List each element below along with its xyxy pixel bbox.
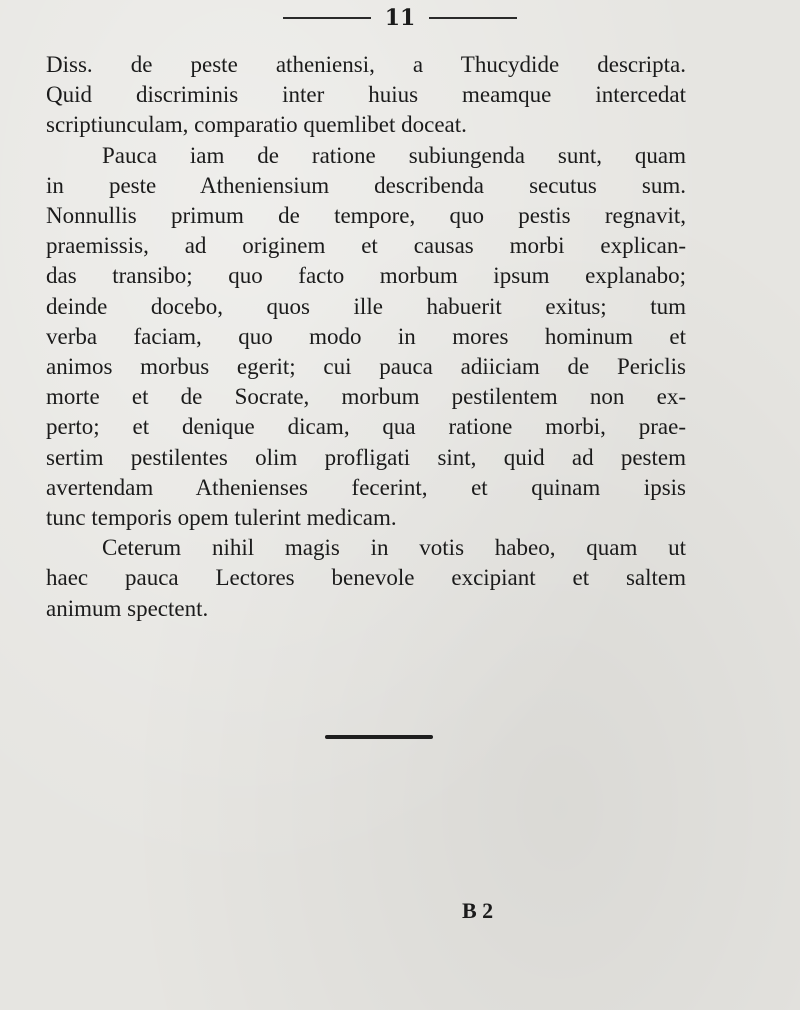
text-line: Nonnullis primum de tempore, quo pestis regnavit,	[46, 203, 686, 229]
body-text	[46, 50, 686, 624]
text-line: praemissis, ad originem et causas morbi explican-	[46, 233, 686, 259]
text-line: verba faciam, quo modo in mores hominum et	[46, 323, 686, 349]
text-line: avertendam Athenienses fecerint, et quinam ipsis	[46, 474, 686, 500]
text-line: Diss. de peste atheniensi, a Thucydide descripta.	[46, 52, 686, 77]
text-line: sertim pestilentes olim profligati sint, quid ad pestem	[46, 444, 686, 470]
text-line: haec pauca Lectores benevole excipiant et saltem	[46, 565, 686, 591]
text-line: animos morbus egerit; cui pauca adiiciam de Periclis	[46, 354, 686, 380]
text-line: Quid discriminis inter huius meamque intercedat	[46, 82, 686, 108]
text-line: Pauca iam de ratione subiungenda sunt, quam	[102, 142, 686, 168]
signature-mark: B 2	[462, 898, 494, 923]
text-line: perto; et denique dicam, qua ratione morbi, prae-	[46, 414, 686, 440]
text-line: in peste Atheniensium describenda secutus sum.	[46, 172, 686, 198]
text-line: scriptiunculam, comparatio quemlibet doceat.	[46, 112, 467, 138]
text-line: animum spectent.	[46, 595, 209, 621]
text-line: das transibo; quo facto morbum ipsum explanabo;	[46, 263, 686, 289]
paragraph-2	[46, 141, 686, 534]
page-number: 11	[384, 5, 416, 31]
text-line: morte et de Socrate, morbum pestilentem non ex-	[46, 384, 686, 410]
header-rule-right	[429, 17, 517, 19]
page-header	[0, 4, 800, 32]
text-line: tunc temporis opem tulerint medicam.	[46, 505, 397, 531]
section-divider	[325, 735, 433, 739]
text-line: deinde docebo, quos ille habuerit exitus; tum	[46, 293, 686, 319]
text-line: Ceterum nihil magis in votis habeo, quam ut	[102, 535, 686, 561]
paragraph-1	[46, 50, 686, 141]
paragraph-3	[46, 533, 686, 624]
header-rule-left	[283, 17, 371, 19]
